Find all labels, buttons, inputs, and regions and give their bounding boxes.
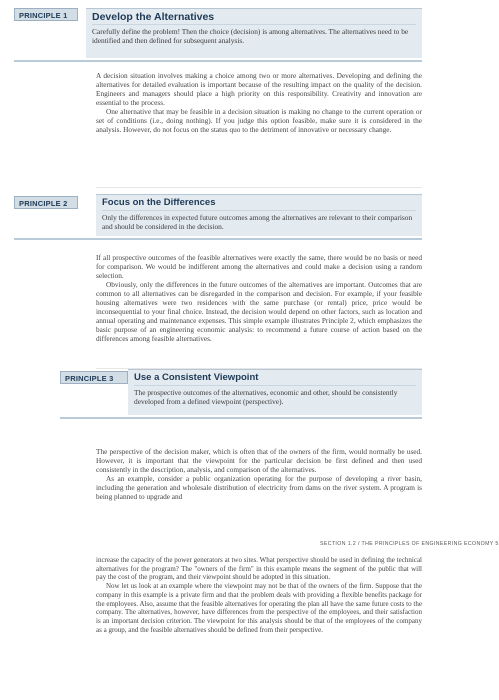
paragraph: Now let us look at an example where the viewpoint may not be that of the owners of the firm. Suppose that the company in this example is a private firm and that the problem deals with providing a flexible benefits package for the employees. Also, assume that the feasible alternatives for operating the plan all have the same future costs to the company. The alternatives, however, have differences from the perspective of the employees, and their satisfaction is an important decision criterion. The viewpoint for this analysis should be that of the employees of the company as a group, and the feasible alternatives should be defined from their perspective.: [96, 582, 422, 634]
paragraph: Obviously, only the differences in the future outcomes of the alternatives are important. Outcomes that are common to all alternatives can be disregarded in the comparison and decision. For example, if your feasible housing alternatives were two residences with the same purchase (or rental) price, price would be inconsequential to your final choice. Instead, the decision would depend on other factors, such as location and annual operating and maintenance expenses. This simple example illustrates Principle 2, which emphasizes the basic purpose of an engineering economic analysis: to recommend a future course of action based on the differences among feasible alternatives.: [96, 279, 422, 343]
paragraph: A decision situation involves making a choice among two or more alternatives. Developing and defining the alternatives for detailed evaluation is important because of the resulting impact on the quality of the decision. Engineers and managers should place a high priority on this responsibility. Creativity and innovation are essential to the process.: [96, 71, 422, 107]
principle-2-statement: Only the differences in expected future outcomes among the alternatives are relevant to their comparison and should be considered in the decision.: [102, 213, 413, 232]
principle-1-title: Develop the Alternatives: [92, 11, 416, 25]
principle-3-statement: The prospective outcomes of the alternatives, economic and other, should be consistently developed from a defined viewpoint (perspective).: [134, 388, 398, 407]
paragraph: As an example, consider a public organization operating for the purpose of developing a river basin, including the generation and wholesale distribution of electricity from dams on the river system. A program is being planned to upgrade and: [96, 473, 422, 501]
paragraph: The perspective of the decision maker, which is often that of the owners of the firm, would normally be used. However, it is important that the viewpoint for the particular decision be first defined and then used consistently in the description, analysis, and comparison of the alternatives.: [96, 447, 422, 474]
principle-3-title: Use a Consistent Viewpoint: [134, 372, 416, 386]
principle-2-tag: PRINCIPLE 2: [14, 196, 78, 209]
principle-3-divider: [60, 417, 422, 419]
running-head: SECTION 1.2 / THE PRINCIPLES OF ENGINEERING ECONOMY 5: [320, 541, 499, 547]
principle-1-tag: PRINCIPLE 1: [14, 8, 78, 21]
principle-3-panel: [128, 369, 422, 415]
section-4-body: [96, 556, 422, 634]
principle-1-statement: Carefully define the problem! Then the choice (decision) is among alternatives. The alternatives need to be identified and then defined for subsequent analysis.: [92, 27, 409, 46]
paragraph: One alternative that may be feasible in a decision situation is making no change to the current operation or set of conditions (i.e., doing nothing). If you judge this option feasible, make sure it is considered in the analysis. However, do not focus on the status quo to the detriment of innovative or necessary change.: [96, 106, 422, 134]
principle-1-divider: [14, 60, 422, 62]
paragraph: increase the capacity of the power generators at two sites. What perspective should be used in defining the technical alternatives for the program? The "owners of the firm" in this example means the segment of the public that will pay the cost of the program, and their viewpoint should be adopted in this situation.: [96, 556, 422, 582]
section-separator: [96, 187, 422, 188]
section-2-body: [96, 254, 422, 344]
section-3-body: [96, 448, 422, 502]
principle-3-tag: PRINCIPLE 3: [60, 371, 128, 384]
principle-1-panel: [86, 8, 422, 58]
paragraph: If all prospective outcomes of the feasible alternatives were exactly the same, there would be no basis or need for comparison. We would be indifferent among the alternatives and could make a decision using a random selection.: [96, 253, 422, 280]
principle-2-panel: [96, 194, 422, 236]
principle-2-title: Focus on the Differences: [102, 197, 416, 211]
section-1-body: [96, 72, 422, 135]
principle-2-divider: [14, 238, 422, 240]
